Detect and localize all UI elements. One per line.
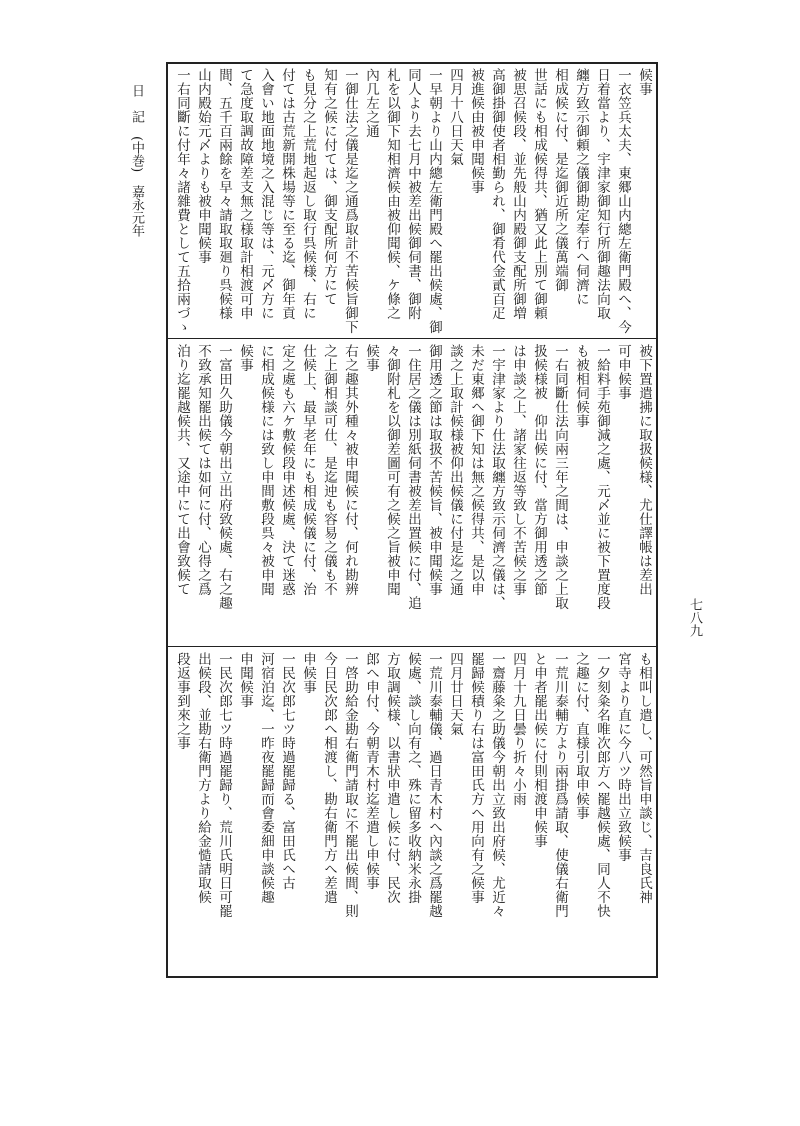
text-column: 未だ東郷へ御下知は無之候得共、是以申: [468, 344, 484, 596]
text-column: 世話にも相成候得共、猶又此上別て御頼: [531, 68, 547, 320]
text-column: 被下置遣拂に取扱候様、尤仕譯帳は差出: [636, 344, 652, 596]
text-column: 一右同斷仕法向兩三年之間は、申談之上取: [552, 344, 568, 610]
tier-divider-lower: [166, 646, 658, 647]
text-tier-middle: [168, 342, 656, 644]
text-column: 四月廿日天氣: [447, 652, 463, 736]
text-column: 一衣笠兵太夫、東郷山内總左衛門殿へ、今: [615, 68, 631, 334]
text-column: 之上御相談可仕、是迄迚も容易之儀も不: [321, 344, 337, 596]
text-column: 可申候事: [615, 344, 631, 400]
tier-divider-upper: [166, 338, 658, 339]
page-number: 七八九: [687, 598, 702, 637]
text-column: 罷歸候積り右は富田氏方へ用向有之候事: [468, 652, 484, 904]
text-column: 今日民次郎へ相渡し、勘右衛門方へ差遣: [321, 652, 337, 904]
text-column: 一右同斷に付年々諸雜費として五拾兩づゝ: [174, 68, 190, 334]
text-column: 札を以御下知相濟候由被仰聞候、ケ條之: [384, 68, 400, 320]
text-column: 右之趣其外種々被申聞候に付、何れ勘辨: [342, 344, 358, 596]
text-column: 山内殿始元〆よりも被申聞候事: [195, 68, 211, 264]
text-column: に相成候様には致し申間敷段呉々被申聞: [258, 344, 274, 596]
text-column: 一御仕法之儀是迄之通爲取計不苦候旨御下: [342, 68, 358, 334]
text-column: も相叫し遣し、可然旨申談じ、吉良氏神: [636, 652, 652, 904]
text-column: 日着當より、宇津家御知行所御趣法向取: [594, 68, 610, 320]
text-column: 段返事到來之事: [174, 652, 190, 750]
text-column: 泊り迄罷越候共、又途中にて出會致候て: [174, 344, 190, 596]
text-column: 宮寺より直に今八ツ時出立致候事: [615, 652, 631, 862]
text-column: 扱候様被 仰出候に付、當方御用透之節: [531, 344, 547, 596]
text-column: 一民次郎七ツ時過罷歸る、富田氏へ古: [279, 652, 295, 890]
text-column: も見分之上荒地起返し取行呉候様、右に: [300, 68, 316, 320]
text-column: 被思召候段、並先般山内殿御支配所御増: [510, 68, 526, 320]
text-column: 同人より去七月中被差出候御伺書、御附: [405, 68, 421, 320]
text-column: 一啓助給金勘右衛門請取に不罷出候間、則: [342, 652, 358, 918]
running-head: 日 記 (中巻) 嘉永元年: [129, 84, 144, 238]
text-column: 四月十九日曇り折々小雨: [510, 652, 526, 806]
text-column: 候事: [237, 344, 253, 372]
text-column: 知有之候に付ては、御支配所何方にて: [321, 68, 337, 306]
text-column: 一宇津家より仕法取纏方致示伺濟之儀は、: [489, 344, 505, 610]
text-column: 一夕刻粂名唯次郎方へ罷越候處、同人不快: [594, 652, 610, 918]
text-column: 一荒川泰輔儀、過日青木村へ內談之爲罷越: [426, 652, 442, 918]
text-column: は申談之上、諸家往返等致し不苦候之事: [510, 344, 526, 596]
text-column: て急度取調故障差支無之様取計相渡可申: [237, 68, 253, 320]
text-column: 候處、談し向有之、殊に留多收納米永掛: [405, 652, 421, 904]
text-column: も被相伺候事: [573, 344, 589, 428]
text-column: 內几左之通: [363, 68, 379, 138]
text-column: と申者罷出候に付則相渡申候事: [531, 652, 547, 848]
text-column: 御用透之節は取扱不苦候旨、被申聞候事: [426, 344, 442, 596]
text-column: 候事: [636, 68, 652, 96]
text-column: 談之上取計候様被仰出候儀に付是迄之通: [447, 344, 463, 596]
text-column: 河宿泊迄、一昨夜罷歸而會委細申談候趣: [258, 652, 274, 904]
text-column: 出候段、並勘右衛門方より給金慥請取候: [195, 652, 211, 904]
text-column: 一住居之儀は別紙伺書被差出置候に付、追: [405, 344, 421, 610]
text-column: 一民次郎七ツ時過罷歸り、荒川氏明日可罷: [216, 652, 232, 918]
text-column: 申聞候事: [237, 652, 253, 708]
text-column: 纏方致示御頼之儀御勘定奉行へ伺濟に: [573, 68, 589, 306]
text-column: 一齋藤粂之助儀今朝出立致出府候、尤近々: [489, 652, 505, 918]
text-column: 被進候由被申聞候事: [468, 68, 484, 194]
text-column: 付ては古荒新開株場等に至る迄、御年貢: [279, 68, 295, 320]
text-column: 申候事: [300, 652, 316, 694]
text-column: 方取調候様、以書狀申遣し候に付、民次: [384, 652, 400, 904]
text-column: 不致承知罷出候ては如何に付、心得之爲: [195, 344, 211, 596]
text-column: 一荒川泰輔方より兩掛爲請取、使儀右衛門: [552, 652, 568, 918]
text-column: 入會い地面地境之入混じ等は、元〆方に: [258, 68, 274, 320]
text-column: 々御附札を以御差圖可有之候之旨被申聞: [384, 344, 400, 596]
text-column: 之趣に付、直様引取申候事: [573, 652, 589, 820]
text-column: 一富田久助儀今朝出立出府致候處、右之趣: [216, 344, 232, 610]
text-column: 候事: [363, 344, 379, 372]
text-tier-upper: [168, 66, 656, 336]
text-column: 相成候に付、是迄御近所之儀萬端御: [552, 68, 568, 292]
text-column: 四月十八日天氣: [447, 68, 463, 166]
text-column: 間、五千百兩餘を早々請取取廻り呉候様: [216, 68, 232, 320]
text-column: 高御掛御使者相勤られ、御肴代金貳百疋: [489, 68, 505, 320]
text-column: 郎へ申付、今朝青木村迄差遣し申候事: [363, 652, 379, 890]
text-tier-lower: [168, 650, 656, 974]
text-column: 一給料手苑御減之處、元〆並に被下置度段: [594, 344, 610, 610]
text-column: 仕候上、最早老年にも相成候儀に付、治: [300, 344, 316, 596]
text-column: 一早朝より山内總左衛門殿へ罷出候處、御: [426, 68, 442, 334]
text-column: 定之處も六ケ敷候段申述候處、決て迷惑: [279, 344, 295, 596]
